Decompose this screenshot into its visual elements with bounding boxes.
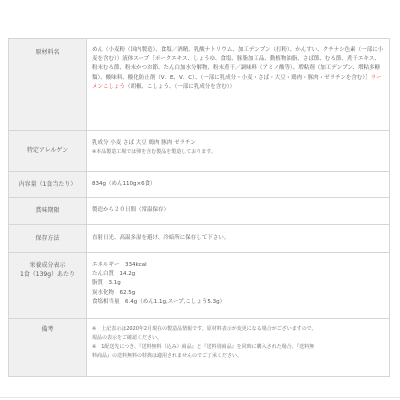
- remarks-label-cell: [9, 319, 87, 377]
- storage-text: 直射日光、高温多湿を避け、冷暗所に保存して下さい。: [92, 235, 230, 241]
- content-label-cell: [9, 172, 87, 198]
- best-before-row: [9, 198, 390, 225]
- nutrition-carbs: 炭水化物 62.5g: [92, 289, 136, 296]
- content-label: 内容量（1食当たり）: [18, 181, 77, 188]
- remarks-value-cell: [87, 319, 390, 377]
- ingredients-text-pepper: （胡椒、こしょう、（一部に乳成分を含む））: [125, 83, 236, 90]
- allergens-row: [9, 131, 390, 172]
- remarks-label: 備考: [41, 326, 54, 333]
- ingredients-value-cell: [87, 39, 390, 131]
- ingredients-label-cell: [9, 39, 87, 131]
- storage-value-cell: [87, 225, 390, 253]
- remarks-line-3: ※ 1配送先につき、『送料無料（込み）商品』と『送料別商品』を同時に購入された場合、『送料無: [92, 344, 315, 350]
- ramen-pepper-text: ラーメンこしょう: [92, 74, 382, 90]
- nutrition-protein: たん白質 14.2g: [92, 271, 136, 278]
- best-before-value-cell: [87, 198, 390, 225]
- nutrition-row: [9, 253, 390, 319]
- nutrition-label-1: 栄養成分表示: [29, 262, 66, 269]
- nutrition-salt: 食塩相当量 6.4g（めん1.1g,スープ,こしょう5.3g）: [92, 298, 226, 305]
- allergens-text: 乳成分 小麦 さば 大豆 鶏肉 豚肉 ゼラチン: [92, 140, 196, 146]
- allergens-label: 特定アレルゲン: [26, 147, 69, 154]
- nutrition-label-cell: [9, 253, 87, 319]
- best-before-label-cell: [9, 198, 87, 225]
- best-before-label: 賞味期限: [35, 207, 60, 214]
- remarks-line-2: 現品の表示をご確認ください。: [92, 335, 163, 341]
- storage-label: 保存方法: [35, 235, 60, 242]
- storage-label-cell: [9, 225, 87, 253]
- nutrition-value-cell: [87, 253, 390, 319]
- bottom-divider: [0, 397, 400, 398]
- nutrition-label-2: 1食（139g）あたり: [19, 271, 76, 278]
- ingredients-text: [92, 46, 385, 92]
- remarks-line-4: 料商品』の送料無料の特典は適用されませんのでご了承ください。: [92, 353, 243, 359]
- best-before-text: 製造から２０日間（常温保存）: [92, 207, 170, 213]
- content-row: [9, 172, 390, 198]
- storage-row: [9, 225, 390, 253]
- nutrition-energy: エネルギー 334kcal: [92, 262, 147, 268]
- content-text: 834g（めん110g×6食）: [92, 181, 156, 187]
- allergens-label-cell: [9, 131, 87, 172]
- ingredients-text-main: めん（小麦粉（国内製造）、食塩／酒精、乳酸ナトリウム、加工デンプン（打粉）、かんすい、クチナシ色素（一部に小麦を含む））液体スープ［ポークエキス、しょうゆ、食塩、豚脂加工品、動植物油脂、さば節、むろ節、煮干エキス、粉末むろ節、粉末かつお節、たん白加水分解物、粉末煮干／調味料（アミノ酸等）、増粘剤（加工デンプン、増粘多糖類）、酸味料、酸化防止剤（V．E、V．C）、（一部に乳成分・小麦・さば・大豆・鶏肉・豚肉・ゼラチンを含む）］: [92, 47, 384, 81]
- ingredients-label: 原材料名: [35, 49, 60, 56]
- product-info-table: [8, 38, 390, 377]
- allergens-value-cell: [87, 131, 390, 172]
- remarks-row: [9, 319, 390, 377]
- remarks-line-1: ※ 上記表示は2020年2月現在の製造品情報です。原材料表示が変更になる場合がございますので、: [92, 326, 317, 332]
- content-value-cell: [87, 172, 390, 198]
- allergens-note: ※本品製造工場では卵を含む製品を製造しております。: [92, 149, 216, 156]
- ingredients-row: [9, 39, 390, 131]
- nutrition-fat: 脂質 3.1g: [92, 280, 121, 287]
